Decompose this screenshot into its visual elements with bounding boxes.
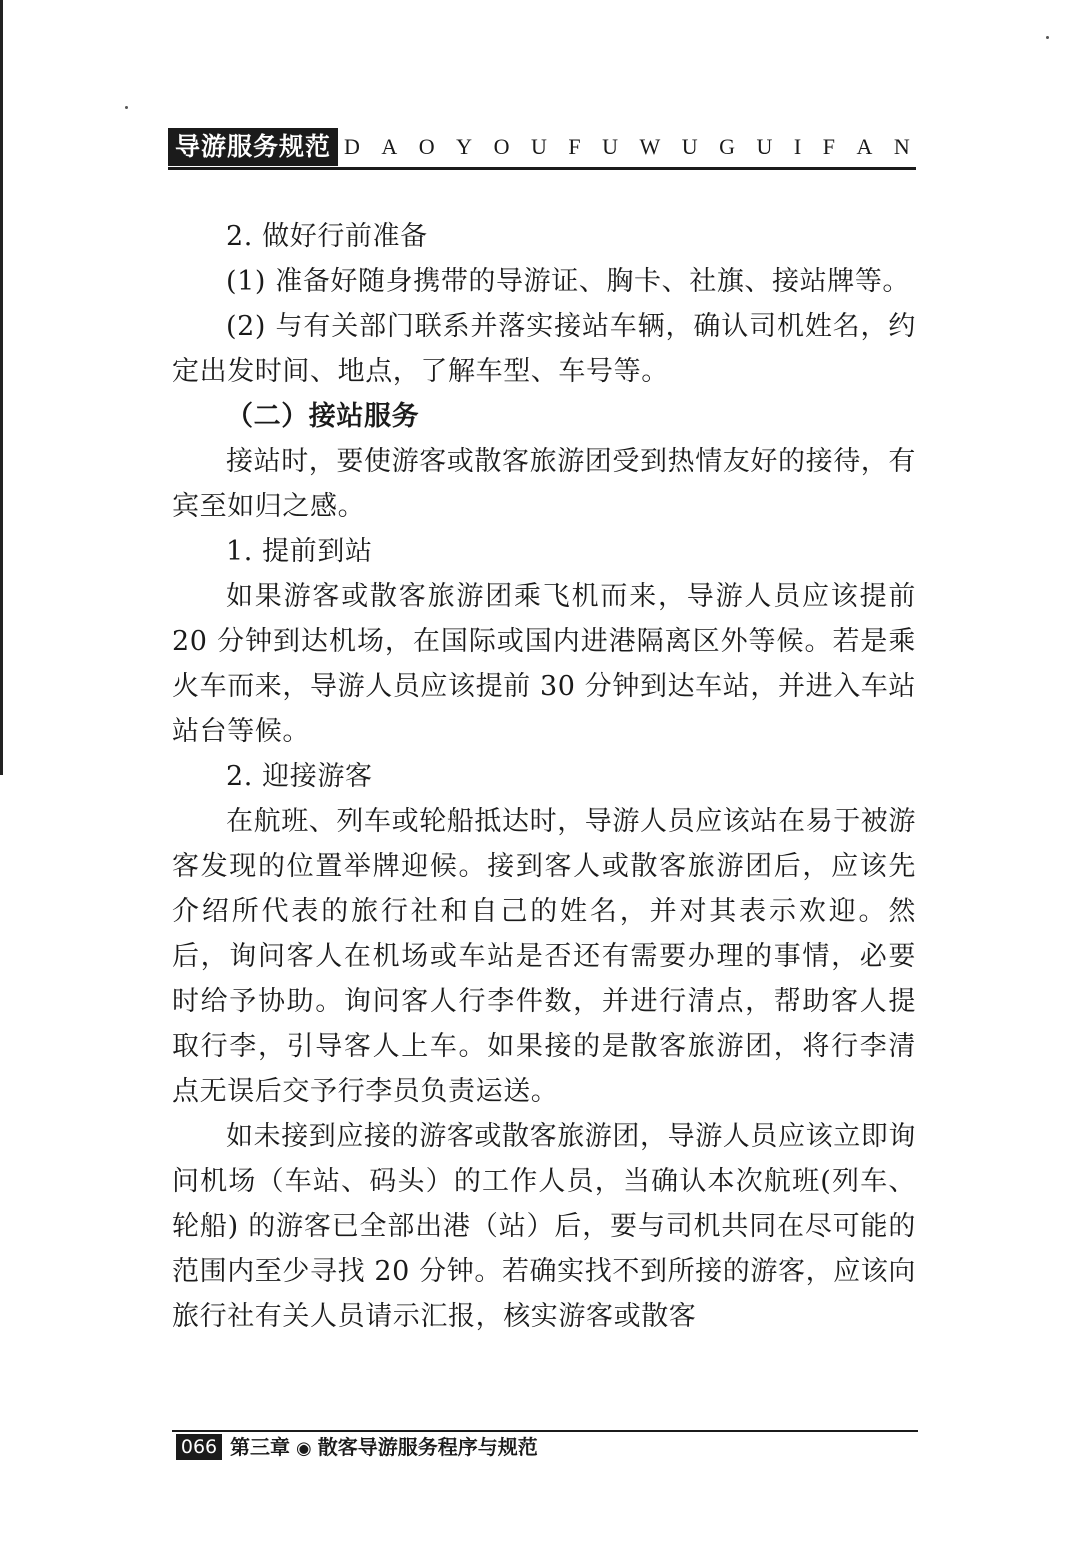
subheading: 2. 做好行前准备 xyxy=(226,221,428,252)
header-letter: U xyxy=(602,134,618,159)
header-letter: O xyxy=(418,134,435,159)
header-letter: D xyxy=(344,134,360,159)
running-footer xyxy=(172,1430,918,1464)
subheading: 1. 提前到站 xyxy=(226,536,373,567)
header-letter: W xyxy=(639,134,661,159)
header-rule xyxy=(168,167,916,170)
header-letter: Y xyxy=(456,134,473,159)
page-edge-shadow xyxy=(0,0,3,775)
header-letter: U xyxy=(530,134,547,159)
paragraph: 接站时，要使游客或散客旅游团受到热情友好的接待，有宾至如归之感。 xyxy=(172,446,916,522)
chapter-label: 第三章 xyxy=(230,1435,290,1459)
header-letter: U xyxy=(756,134,773,159)
chapter-title xyxy=(230,1433,538,1461)
header-letter: U xyxy=(681,134,698,159)
running-header xyxy=(168,128,916,170)
paragraph: 在航班、列车或轮船抵达时，导游人员应该站在易于被游客发现的位置举牌迎候。接到客人或散客旅游团后，应该先介绍所代表的旅行社和自己的姓名，并对其表示欢迎。然后，询问客人在机场或车站是否还有需要办理的事情，必要时给予协助。询问客人行李件数，并进行清点，帮助客人提取行李，引导客人上车。如果接的是散客旅游团，将行李清点无误后交予行李员负责运送。 xyxy=(172,806,916,1107)
footer-rule xyxy=(172,1430,918,1432)
scan-speck xyxy=(1046,36,1049,39)
header-label: 导游服务规范 xyxy=(168,128,338,166)
chapter-name: 散客导游服务程序与规范 xyxy=(317,1435,538,1459)
page-body xyxy=(172,214,916,1339)
paragraph: (2) 与有关部门联系并落实接站车辆，确认司机姓名，约定出发时间、地点，了解车型、车号等。 xyxy=(172,311,916,387)
header-letter: F xyxy=(822,134,835,159)
paragraph: 如未接到应接的游客或散客旅游团，导游人员应该立即询问机场（车站、码头）的工作人员，当确认本次航班(列车、轮船) 的游客已全部出港（站）后，要与司机共同在尽可能的范围内至少寻找 20 分钟。若确实找不到所接的游客，应该向旅行社有关人员请示汇报，核实游客或散客 xyxy=(172,1121,916,1332)
header-letter: I xyxy=(793,134,802,159)
subheading: 2. 迎接游客 xyxy=(226,761,373,792)
header-letter: G xyxy=(719,134,736,159)
header-letter: N xyxy=(893,134,910,159)
header-letter: A xyxy=(856,134,873,159)
page-number: 066 xyxy=(176,1434,222,1460)
header-letter: F xyxy=(568,134,581,159)
header-letter: O xyxy=(493,134,510,159)
bullet-icon: ◉ xyxy=(296,1438,312,1459)
scan-speck xyxy=(125,106,128,109)
section-heading: （二）接站服务 xyxy=(226,401,420,432)
header-pinyin xyxy=(342,128,916,166)
paragraph: (1) 准备好随身携带的导游证、胸卡、社旗、接站牌等。 xyxy=(226,266,911,297)
header-letter: A xyxy=(381,134,398,159)
paragraph: 如果游客或散客旅游团乘飞机而来，导游人员应该提前 20 分钟到达机场，在国际或国内进港隔离区外等候。若是乘火车而来，导游人员应该提前 30 分钟到达车站，并进入车站站台等候。 xyxy=(172,581,916,747)
